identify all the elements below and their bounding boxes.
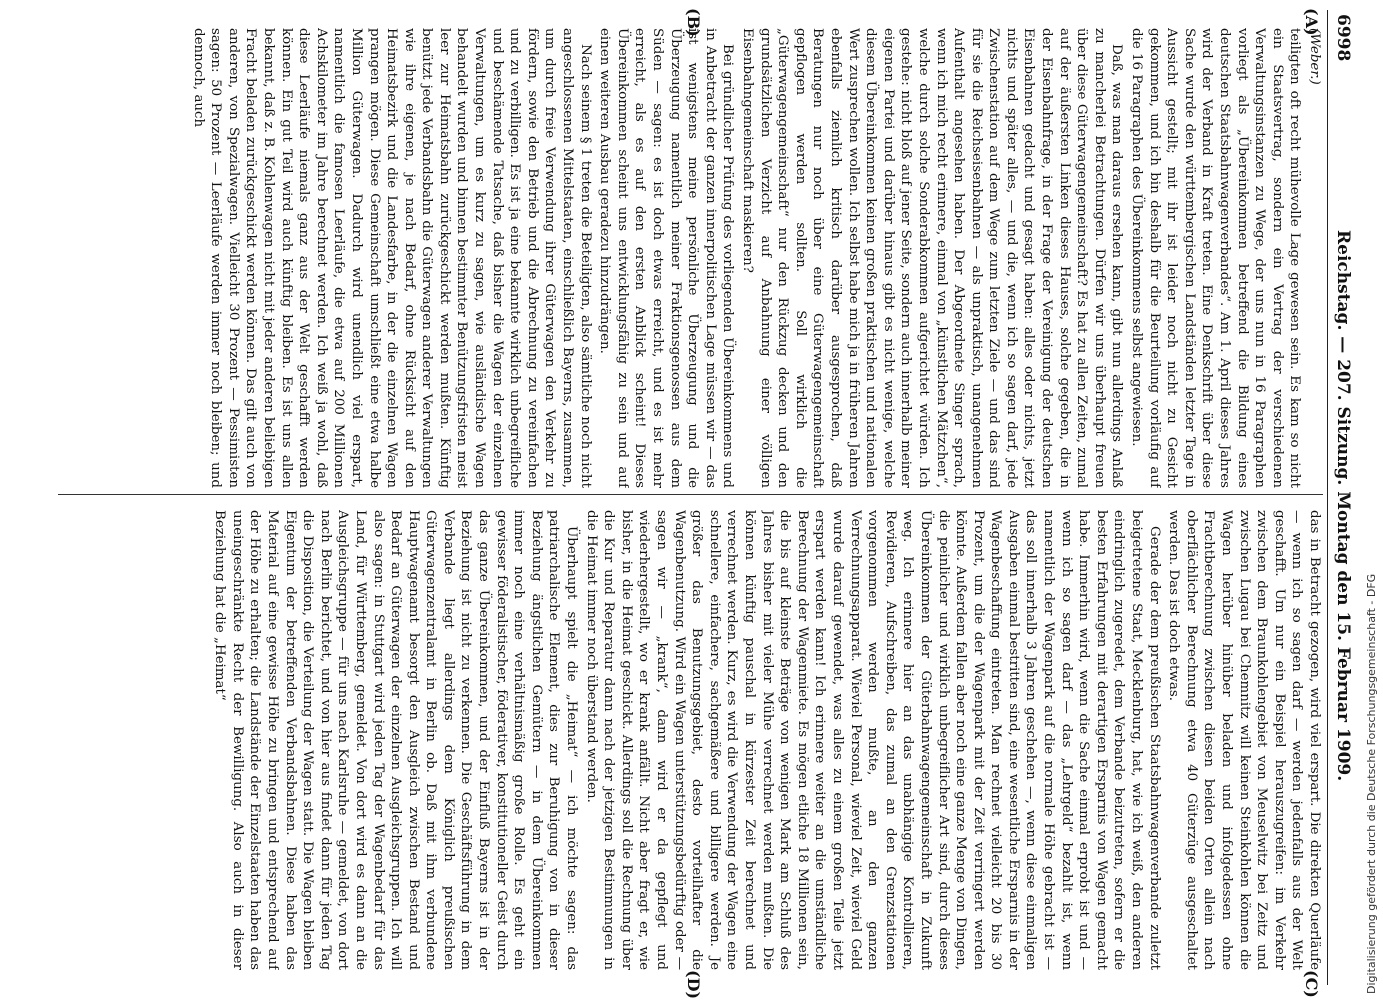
digitization-credit: [1366, 4, 1380, 994]
paragraph: Bei gründlicher Prüfung des vorliegenden Übereinkommens und in Anbetracht der ganzen innerpolitischen Lage müssen wir — das ist wenigstens meine persönliche Überzeugung und die Überzeugung namentlich meiner Fraktionsgenossen aus dem Süden — sagen: es ist doch etwas erreicht, und es ist mehr erreicht, als es auf den ersten Anblick scheint! Dieses Übereinkommen scheint uns entwicklungsfähig zu sein und auf einen weiteren Ausbau geradezu hinzudrängen.: [597, 28, 736, 488]
header-rule: [1327, 10, 1328, 985]
paragraph: das in Betracht gezogen, wird viel erspart. Die direkten Querläufe — wenn ich so sagen darf — werden jedenfalls aus der Welt geschafft. Um nur ein Beispiel herauszugreifen: im Verkehr zwischen dem Braunkohlengebiet von Meuselwitz bei Zeitz und zwischen Lugau bei Chemnitz will keinen Steinkohlen können die Wagen herüber hinüber beladen und infolgedessen ohne Frachtberechnung zwischen diesen beiden Orten allein nach oberflächlicher Berechnung etwa 40 Güterzüge ausgeschaltet werden. Das ist doch etwas.: [1166, 510, 1322, 970]
margin-marker-a: (A): [1302, 8, 1321, 36]
paragraph: Gerade der dem preußischen Staatsbahnwagenverbande zuletzt beigetretene Staat, Mecklenburg, hat, wie ich weiß, den anderen eindringlich zugeredet, dem Verbande beizutreten, sofern er die besten Erfahrungen mit derartigen Ersparnis von Wagen gemacht habe. Immerhin wird, wenn die Sache einmal erprobt ist und — wenn ich so sagen darf — das „Lehrgeld“ bezahlt ist, wenn namentlich der Wagenpark auf die normale Höhe gebracht ist — das soll innerhalb 3 Jahren geschehen —, wenn diese einmaligen Ausgaben einmal bestritten sind, eine wesentliche Ersparnis in der Wagenbeschaffung eintreten. Man rechnet vielleicht 20 bis 30 Prozent, um die der Wagenpark mit der Zeit verringert werden könnte. Außerdem fallen aber noch eine ganze Menge von Dingen, die peinlicher und wirklich unbegreiflicher Art sind, durch dieses Übereinkommen der Güterbahnwagengemeinschaft in Zukunft weg. Ich erinnere hier an das unabhängige Kontrollieren, Revidieren, Aufschreiben, das zumal an den Grenzstationen vorgenommen werden mußte, an den ganzen Verrechnungsapparat. Wieviel Personal, wieviel Zeit, wieviel Geld wurde darauf gewendet, was alles zu einem großen Teile jetzt erspart werden kann! Ich erinnere weiter an die umständliche Berechnung der Wagenmiete. Es mögen etliche 18 Millionen sein, die bis auf kleinste Beträge von wenigen Mark am Schluß des Jahres bisher mit vieler Mühe verrechnet werden mußten. Die können künftig pauschal in kürzester Zeit berechnet und verrechnet werden. Kurz, es wird die Verwendung der Wagen eine schnellere, einfachere, sachgemäßere und billigere werden. Je größer das Benutzungsgebiet, desto vorteilhafter die Wagenbenutzung. Wird ein Wagen unterstützungsbedürftig oder — sagen wir — „krank“, dann wird er da gepflegt und wiederhergestellt, wo er krank anfällt. Nicht aber fragt er, wie bisher, in die Heimat geschickt. Allerdings soll die Rechnung über die Kur und Reparatur dann nach der jetzigen Bestimmungen in die Heimat immer noch überstand werden.: [583, 510, 1162, 970]
credit-text: Digitalisierung gefördert durch die Deutsche Forschungsgemeinschaft - DFG: [1365, 573, 1378, 994]
paragraph: teiligten oft recht mühevolle Lage gewesen sein. Es kam so nicht ein Staatsvertrag, sondern ein Vertrag der verschiedenen Verwaltungsinstanzen zu Wege, der uns nun in 16 Paragraphen vorliegt als „Übereinkommen betreffend die Bildung eines deutschen Staatsbahnwagenverbandes“. Am 1. April dieses Jahres wird der Verband in Kraft treten. Eine Denkschrift über diese Sache wurde den württembergischen Landständen letzter Tage in Aussicht gestellt; mit ihr ist leider noch nicht zu Gesicht gekommen, und ich bin deshalb für die Beurteilung vorläufig auf die 16 Paragraphen des Übereinkommens selbst angewiesen.: [1129, 28, 1303, 488]
margin-marker-d: (D): [684, 970, 703, 1000]
margin-marker-b: (B): [684, 8, 703, 37]
paragraph: Daß, was man daraus ersehen kann, gibt nun allerdings Anlaß zu mancherlei Betrachtungen. Dürfen wir uns überhaupt freuen über diese Güterwagengemeinschaft? Es hat zu allen Zeiten, zumal auf der äußersten Linken dieses Hauses, solche gegeben, die in der Eisenbahnfrage, in der Frage der Vereinigung der deutschen Eisenbahnen gedacht und gesagt haben: alles oder nichts, jetzt nichts und später alles, — und die, wenn ich so sagen darf, jede Zwischenstation auf dem Wege zum letzten Ziele — und das sind für sie die Reichseisenbahnen — als unpraktisch, unangenehmen Aufenthalt angesehen haben. Der Abgeordnete Singer sprach, wenn ich mich recht erinnere, einmal von „künstlichen Mätzchen“, welche durch solche Sonderabkommen aufgerichtet würden. Ich gestehe: nicht bloß auf jener Seite, sondern auch innerhalb meiner eigenen Partei und darüber hinaus gibt es nicht wenige, welche diesem Übereinkommen keinen großen praktischen und nationalen Wert zusprechen wollen. Ich selbst habe mich ja in früheren Jahren ebenfalls ziemlich kritisch darüber ausgesprochen, daß Beratungen nur noch über eine Güterwagengemeinschaft gepflogen werden sollten. Soll wirklich die „Güterwagengemeinschaft“ nur den Rückzug decken und den grundsätzlichen Verzicht auf Anbahnung einer völligen Eisenbahngemeinschaft maskieren?: [740, 28, 1125, 488]
paragraph: Überhaupt spielt die „Heimat“ — ich möchte sagen: das patriarchalische Element, dies zur Beruhigung von in dieser Beziehung ängstlichen Gemütern — in dem Übereinkommen immer noch eine verhältnismäßig große Rolle. Es geht ein gewisser föderalistischer, föderativer, konstitutioneller Geist durch das ganze Übereinkommen, und der Einfluß Bayerns ist in der Beziehung ist nicht zu verkennen. Die Geschäftsführung in dem Verbande liegt allerdings dem Königlich preußischen Güterwagenzentralamt in Berlin ob. Daß mit ihm verbundene Hauptwagenamt besorgt den Ausgleich zwischen Bestand und Bedarf an Güterwagen der einzelnen Ausgleichsgruppen. Ich will also sagen: in Stuttgart wird jeden Tag der Wagenbedarf für das Land, für Württemberg, gemeldet. Von dort wird es dann an die Ausgleichsgruppe — für uns nach Karlsruhe — gemeldet, von dort nach Berlin berichtet, und von hier aus findet dann für jeden Tag die Disposition, die Verteilung der Wagen statt. Die Wagen bleiben Eigentum der betreffenden Verbandsbahnen. Diese haben das Material auf eine gewisse Höhe zu bringen und entsprechend auf der Höhe zu erhalten; die Landstände der Einzelstaaten haben das uneingeschränkte Recht der Bewilligung. Also auch in dieser Beziehung hat die „Heimat“: [212, 510, 580, 970]
running-title: Reichstag. — 207. Sitzung. Montag den 15. Februar 1909.: [1333, 230, 1353, 782]
column-divider: [58, 494, 1323, 495]
speaker-name: (Weber.): [1307, 28, 1322, 85]
margin-marker-c: (C): [1302, 970, 1321, 998]
right-column: [58, 510, 1323, 970]
left-column: [58, 28, 1323, 488]
page-number: 6998: [1333, 14, 1353, 62]
paragraph: Nach seinem § 1 treten die Beteiligten, also sämtliche noch nicht angeschlossenen Mittelstaaten, einschließlich Bayerns, zusammen, um durch freie Verwendung ihrer Güterwagen den Verkehr zu fördern, sowie den Betrieb und die Abrechnung zu vereinfachen und zu verbilligen. Es ist ja eine bekannte wirklich unbegreifliche und beschämende Tatsache, daß bisher die Wagen der einzelnen Verwaltungen, um es kurz zu sagen, wie ausländische Wagen behandelt wurden und binnen bestimmter Benützungsfristen meist leer zur Heimatsbahn zurückgeschickt werden mußten. Künftig benützt jede Verbandsbahn die Güterwagen anderer Verwaltungen wie ihre eigenen, je nach Bedarf, ohne Rücksicht auf den Heimatsbezirk und die Landesfarbe, in der die einzelnen Wagen prangen mögen. Diese Gemeinschaft umschließt eine etwa halbe Million Güterwagen. Dadurch wird unendlich viel erspart, namentlich die famosen Leerläufe, die etwa auf 200 Millionen Achskilometer im Jahre berechnet werden. Ich weiß ja wohl, daß diese Leerläufe niemals ganz aus der Welt geschafft werden können. Ein gut Teil wird auch künftig bleiben. Es ist uns allen bekannt, daß z. B. Kohlenwagen nicht mit jeder anderen beliebigen Fracht beladen zurückgeschickt werden können. Das gilt auch von anderen, von Spezialwagen. Vielleicht 30 Prozent — Pessimisten sagen: 50 Prozent — Leerläufe werden immer noch bleiben; und dennoch, auch: [190, 28, 593, 488]
